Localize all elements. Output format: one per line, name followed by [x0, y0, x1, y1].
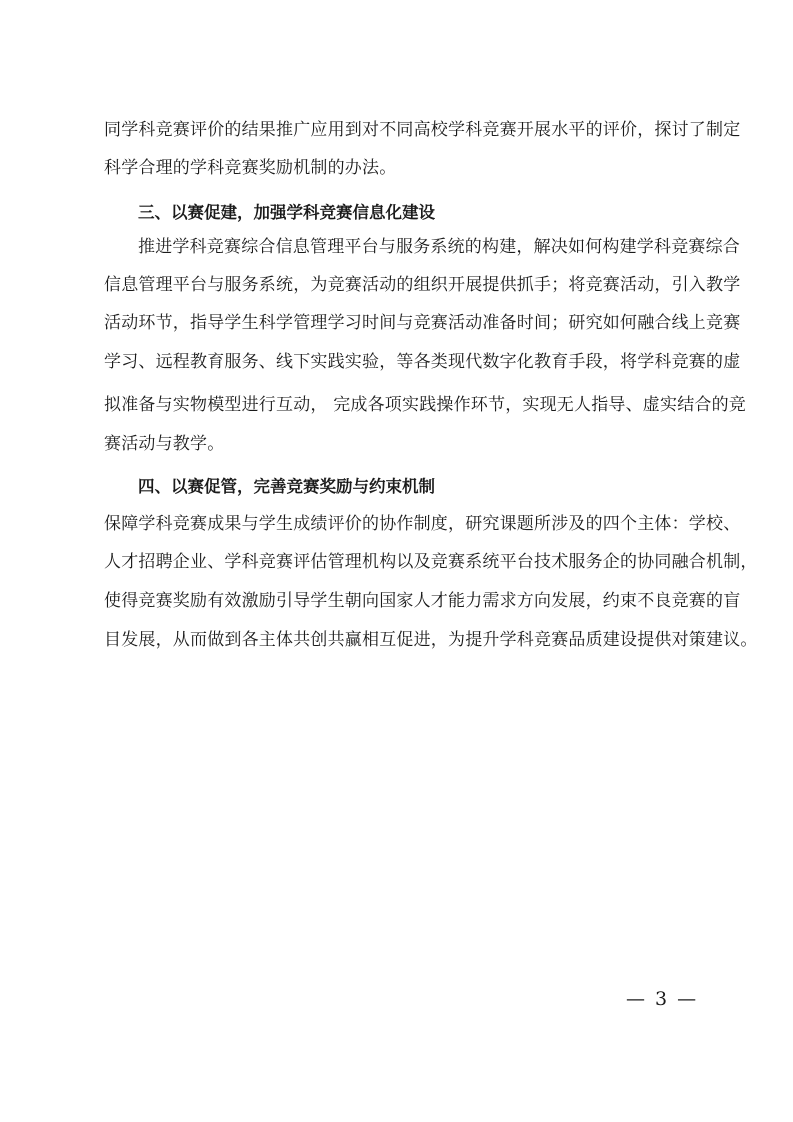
paragraph-line: 活动环节，指导学生科学管理学习时间与竞赛活动准备时间；研究如何融合线上竞赛 [104, 313, 741, 333]
paragraph-line: 学习、远程教育服务、线下实践实验，等各类现代数字化教育手段，将学科竞赛的虚 [104, 352, 741, 372]
paragraph-line: 人才招聘企业、学科竞赛评估管理机构以及竞赛系统平台技术服务企的协同融合机制， [104, 552, 758, 572]
section-heading: 四、以赛促管，完善竞赛奖励与约束机制 [138, 477, 435, 496]
paragraph-line: 目发展，从而做到各主体共创共赢相互促进，为提升学科竞赛品质建设提供对策建议。 [104, 630, 758, 650]
page-number: — 3 — [626, 988, 699, 1010]
paragraph-line: 保障学科竞赛成果与学生成绩评价的协作制度，研究课题所涉及的四个主体：学校、 [104, 514, 741, 534]
section-heading: 三、以赛促建，加强学科竞赛信息化建设 [138, 203, 435, 222]
paragraph-line: 拟准备与实物模型进行互动， 完成各项实践操作环节，实现无人指导、虚实结合的竞 [104, 395, 747, 415]
paragraph-line: 科学合理的学科竞赛奖励机制的办法。 [104, 158, 397, 178]
paragraph-line: 推进学科竞赛综合信息管理平台与服务系统的构建，解决如何构建学科竞赛综合 [138, 237, 740, 257]
paragraph-line: 同学科竞赛评价的结果推广应用到对不同高校学科竞赛开展水平的评价，探讨了制定 [104, 120, 741, 140]
paragraph-line: 使得竞赛奖励有效激励引导学生朝向国家人才能力需求方向发展，约束不良竞赛的盲 [104, 591, 741, 611]
paragraph-line: 赛活动与教学。 [104, 434, 225, 454]
paragraph-line: 信息管理平台与服务系统，为竞赛活动的组织开展提供抓手；将竞赛活动，引入教学 [104, 275, 741, 295]
